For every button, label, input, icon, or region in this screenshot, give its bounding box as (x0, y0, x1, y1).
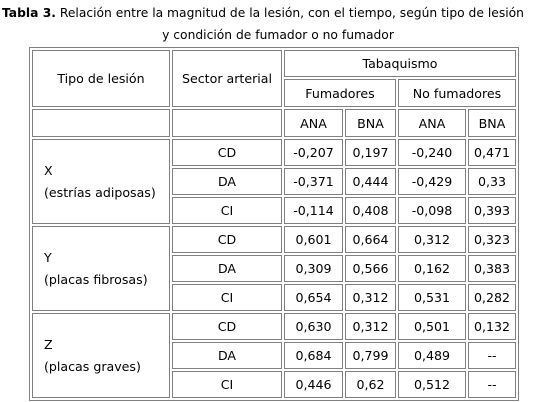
header-fumadores: Fumadores (284, 79, 396, 107)
no-fumadores-bna-cell: 0,132 (468, 313, 516, 340)
header-row-1 (32, 50, 516, 77)
sector-cell: CD (172, 313, 282, 340)
fumadores-bna-cell: 0,566 (345, 255, 396, 282)
fumadores-ana-cell: 0,654 (284, 284, 343, 311)
fumadores-ana-cell: 0,446 (284, 371, 343, 398)
sector-cell: DA (172, 342, 282, 369)
sector-cell: CI (172, 197, 282, 224)
lesion-name: (placas fibrosas) (44, 271, 148, 287)
lesion-type-cell (32, 226, 170, 311)
lesion-letter: Z (44, 336, 53, 352)
no-fumadores-ana-cell: -0,429 (398, 168, 466, 195)
lesion-letter: X (44, 162, 53, 178)
fumadores-ana-cell: 0,309 (284, 255, 343, 282)
header-fumadores-bna: BNA (345, 109, 396, 137)
lesion-type-cell (32, 313, 170, 398)
header-row-3 (32, 109, 516, 137)
caption-title: Relación entre la magnitud de la lesión, con el tiempo, según tipo de lesión (55, 6, 524, 20)
caption-label: Tabla 3. (2, 6, 56, 20)
caption-line-1 (0, 2, 556, 24)
lesion-letter: Y (44, 249, 52, 265)
sector-cell: DA (172, 168, 282, 195)
no-fumadores-ana-cell: 0,162 (398, 255, 466, 282)
header-no-fumadores-ana: ANA (398, 109, 466, 137)
no-fumadores-ana-cell: 0,512 (398, 371, 466, 398)
header-blank-tipo (32, 109, 170, 137)
no-fumadores-ana-cell: -0,240 (398, 139, 466, 166)
fumadores-ana-cell: 0,630 (284, 313, 343, 340)
no-fumadores-ana-cell: -0,098 (398, 197, 466, 224)
fumadores-ana-cell: 0,684 (284, 342, 343, 369)
table-row (32, 226, 516, 253)
no-fumadores-ana-cell: 0,312 (398, 226, 466, 253)
fumadores-bna-cell: 0,664 (345, 226, 396, 253)
fumadores-bna-cell: 0,799 (345, 342, 396, 369)
header-sector-arterial: Sector arterial (172, 50, 282, 107)
sector-cell: CD (172, 139, 282, 166)
fumadores-ana-cell: -0,371 (284, 168, 343, 195)
fumadores-bna-cell: 0,444 (345, 168, 396, 195)
header-no-fumadores-bna: BNA (468, 109, 516, 137)
no-fumadores-bna-cell: 0,393 (468, 197, 516, 224)
no-fumadores-bna-cell: 0,471 (468, 139, 516, 166)
lesion-name: (placas graves) (44, 358, 141, 374)
sector-cell: CI (172, 284, 282, 311)
fumadores-ana-cell: 0,601 (284, 226, 343, 253)
no-fumadores-bna-cell: -- (468, 371, 516, 398)
table-row (32, 139, 516, 166)
header-blank-sector (172, 109, 282, 137)
header-no-fumadores: No fumadores (398, 79, 516, 107)
table-caption (0, 2, 556, 46)
sector-cell: CD (172, 226, 282, 253)
caption-line-2: y condición de fumador o no fumador (162, 28, 394, 42)
fumadores-bna-cell: 0,197 (345, 139, 396, 166)
no-fumadores-bna-cell: -- (468, 342, 516, 369)
fumadores-bna-cell: 0,62 (345, 371, 396, 398)
no-fumadores-ana-cell: 0,489 (398, 342, 466, 369)
fumadores-bna-cell: 0,312 (345, 313, 396, 340)
fumadores-bna-cell: 0,408 (345, 197, 396, 224)
results-table (29, 47, 519, 401)
lesion-name: (estrías adiposas) (44, 184, 156, 200)
no-fumadores-bna-cell: 0,383 (468, 255, 516, 282)
sector-cell: CI (172, 371, 282, 398)
header-tabaquismo: Tabaquismo (284, 50, 516, 77)
header-tipo-de-lesion: Tipo de lesión (32, 50, 170, 107)
no-fumadores-bna-cell: 0,282 (468, 284, 516, 311)
fumadores-bna-cell: 0,312 (345, 284, 396, 311)
fumadores-ana-cell: -0,207 (284, 139, 343, 166)
no-fumadores-ana-cell: 0,531 (398, 284, 466, 311)
table-row (32, 313, 516, 340)
no-fumadores-ana-cell: 0,501 (398, 313, 466, 340)
header-fumadores-ana: ANA (284, 109, 343, 137)
sector-cell: DA (172, 255, 282, 282)
fumadores-ana-cell: -0,114 (284, 197, 343, 224)
no-fumadores-bna-cell: 0,33 (468, 168, 516, 195)
no-fumadores-bna-cell: 0,323 (468, 226, 516, 253)
lesion-type-cell (32, 139, 170, 224)
